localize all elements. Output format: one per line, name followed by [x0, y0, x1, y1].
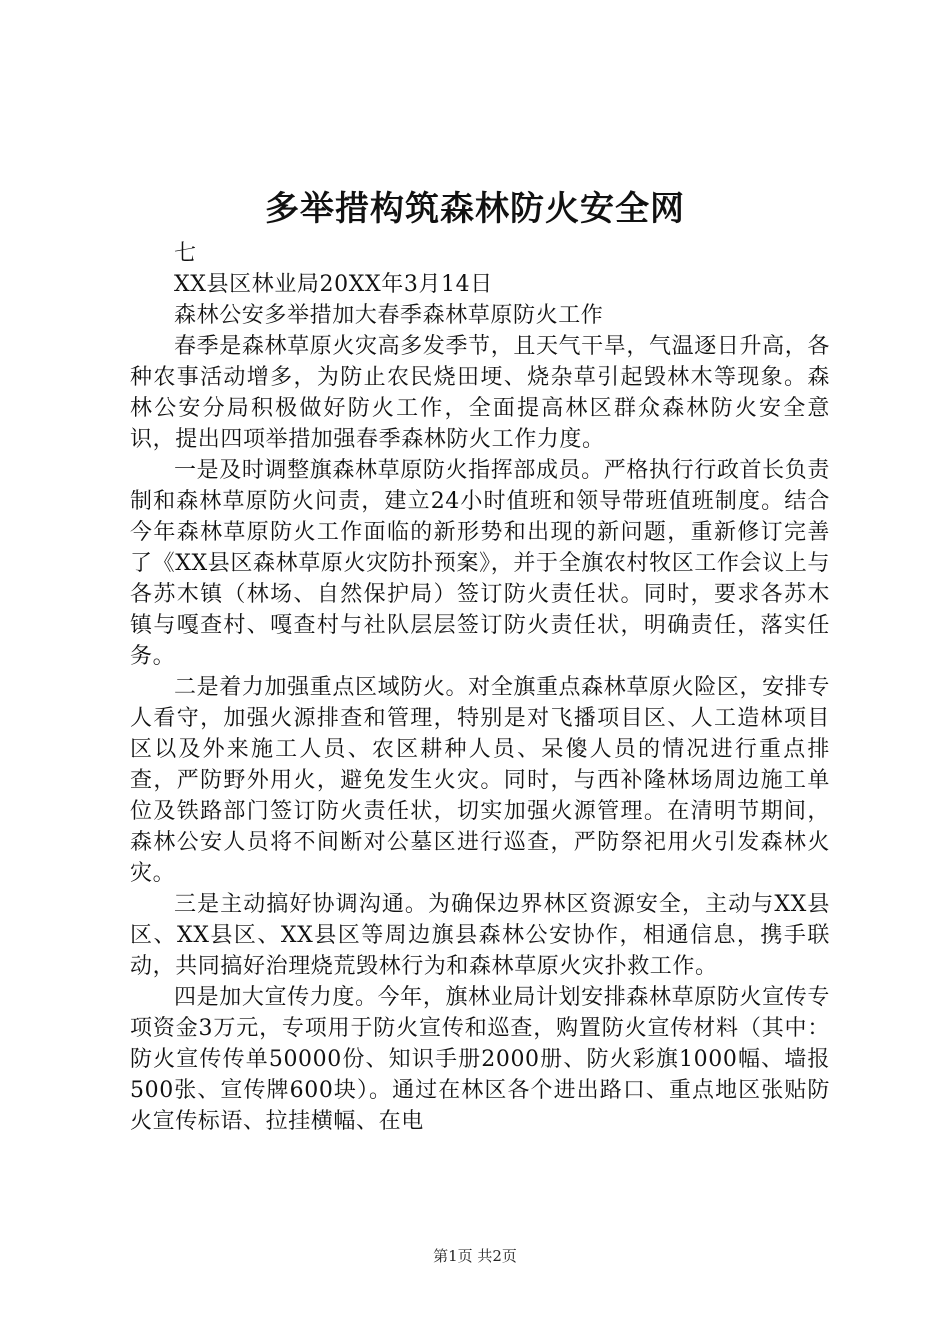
paragraph: 森林公安多举措加大春季森林草原防火工作 [174, 303, 604, 328]
document-body [130, 238, 830, 1137]
paragraph: 七 [174, 241, 197, 266]
document-title: 多举措构筑森林防火安全网 [265, 189, 685, 229]
paragraph: 三是主动搞好协调沟通。为确保边界林区资源安全，主动与XX县区、XX县区、XX县区等周边旗县森林公安协作，相通信息，携手联动，共同搞好治理烧荒毁林行为和森林草原火灾扑救工作。 [130, 892, 830, 979]
paragraph: 二是着力加强重点区域防火。对全旗重点森林草原火险区，安排专人看守，加强火源排查和管理，特别是对飞播项目区、人工造林项目区以及外来施工人员、农区耕种人员、呆傻人员的情况进行重点排查，严防野外用火，避免发生火灾。同时，与西补隆林场周边施工单位及铁路部门签订防火责任状，切实加强火源管理。在清明节期间，森林公安人员将不间断对公墓区进行巡查，严防祭祀用火引发森林火灾。 [130, 675, 830, 886]
paragraph: 四是加大宣传力度。今年，旗林业局计划安排森林草原防火宣传专项资金3万元，专项用于防火宣传和巡查，购置防火宣传材料（其中：防火宣传传单50000份、知识手册2000册、防火彩旗1000幅、墙报500张、宣传牌600块）。通过在林区各个进出路口、重点地区张贴防火宣传标语、拉挂横幅、在电 [130, 985, 830, 1134]
paragraph: XX县区林业局20XX年3月14日 [174, 272, 493, 297]
paragraph: 一是及时调整旗森林草原防火指挥部成员。严格执行行政首长负责制和森林草原防火问责，建立24小时值班和领导带班值班制度。结合今年森林草原防火工作面临的新形势和出现的新问题，重新修订完善了《XX县区森林草原火灾防扑预案》，并于全旗农村牧区工作会议上与各苏木镇（林场、自然保护局）签订防火责任状。同时，要求各苏木镇与嘎查村、嘎查村与社队层层签订防火责任状，明确责任，落实任务。 [130, 458, 830, 669]
page-number-footer: 第1页 共2页 [433, 1247, 517, 1265]
paragraph: 春季是森林草原火灾高多发季节，且天气干旱，气温逐日升高，各种农事活动增多，为防止农民烧田埂、烧杂草引起毁林木等现象。森林公安分局积极做好防火工作，全面提高林区群众森林防火安全意识，提出四项举措加强春季森林防火工作力度。 [130, 334, 830, 452]
